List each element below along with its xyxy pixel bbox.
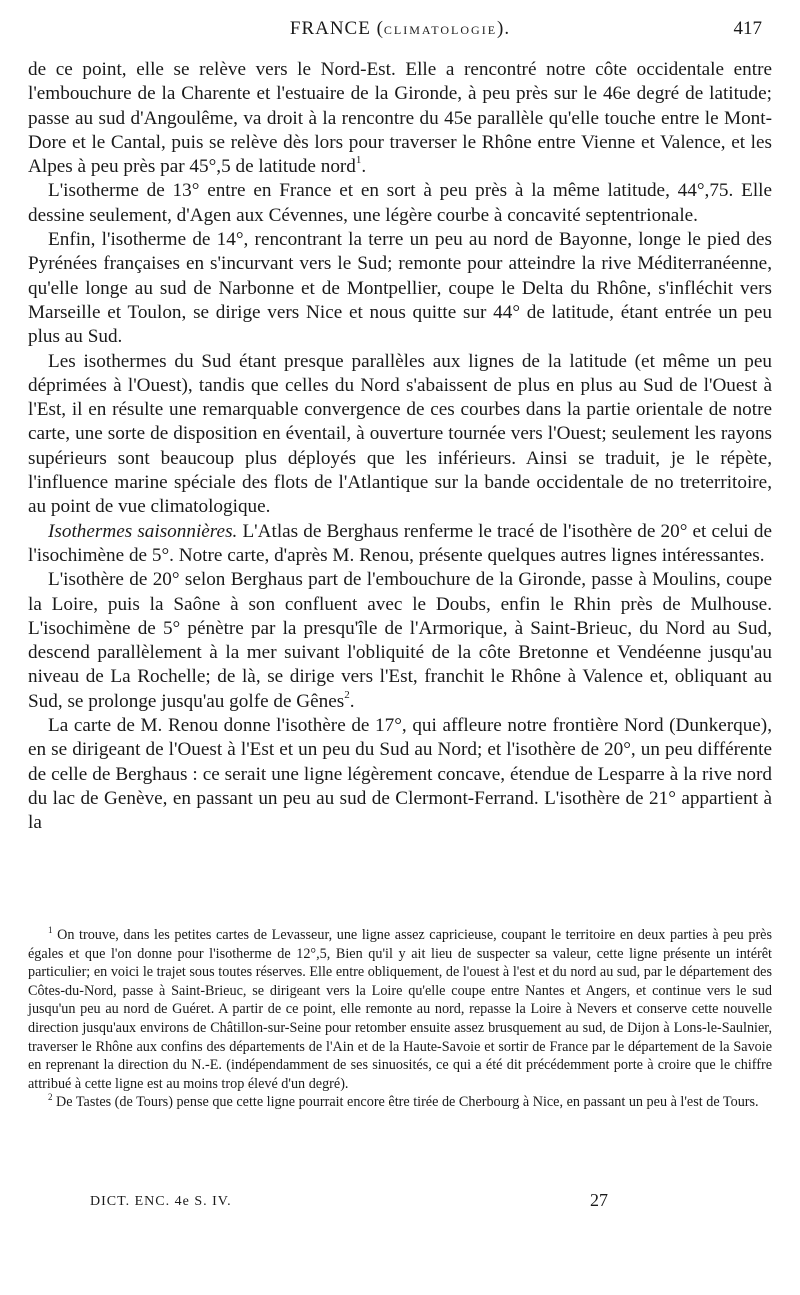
paragraph-3 (28, 228, 772, 349)
footnote-ref: 1 (355, 154, 362, 167)
title-main: FRANCE ( (289, 18, 384, 39)
footnote-1 (28, 926, 772, 1093)
paragraph-text: La carte de M. Renou donne l'isothère de 17°, qui affleure notre frontière Nord (Dunkerque), en se dirigeant de l'Ouest à l'Est et un peu du Sud au Nord; et l'isothère de 20°, un peu différente de celle de Berghaus : ce serait une ligne légèrement concave, étendue de Lesparre à la rive nord du lac de Genève, en passant un peu au sud de Clermont-Ferrand. L'isothère de 21° appartient à la (28, 715, 772, 834)
footnote-mark: 2 (48, 1092, 53, 1103)
footnote-mark: 1 (48, 925, 53, 935)
footnote-text: On trouve, dans les petites cartes de Levasseur, une ligne assez capricieuse, coupant le territoire en deux parties à peu près égales et que l'on donne pour l'isotherme de 12°,5, Bien qu'il y ait lieu de suspecter sa valeur, cette ligne présente un intérêt particulier; en voici le trajet sous toutes réserves. Elle entre obliquement, de l'ouest à l'est et du nord au sud, par le département des Côtes-du-Nord, passe à Saint-Brieuc, se dirigeant vers la Loire qu'elle coupe entre Nantes et Angers, et continue vers le sud jusqu'un peu au nord de Guéret. A partir de ce point, elle remonte au nord, repasse la Loire à Nevers et conserve cette nouvelle direction jusqu'aux environs de Châtillon-sur-Seine pour retomber ensuite assez brusquement au sud, de Dijon à Lons-le-Saulnier, traverser le Rhône aux confins des départements de l'Ain et de la Haute-Savoie et sortir de France par le département de la Savoie en reprenant la direction du N.-E. (indépendamment de ses sinuosités, ce qui a été dit précédemment porte à croire que le chiffre attribué à cette ligne est au moins trop élevé d'un degré). (28, 927, 772, 1092)
footnote-2 (28, 1093, 772, 1112)
paragraph-4 (28, 350, 772, 520)
footnote-text: De Tastes (de Tours) pense que cette ligne pourrait encore être tirée de Cherbourg à Nice, en passant un peu à l'est de Tours. (52, 1094, 759, 1111)
paragraph-text: Les isothermes du Sud étant presque parallèles aux lignes de la latitude (et même un peu déprimées à l'Ouest), tandis que celles du Nord s'abaissent de plus en plus au Sud de l'Ouest à l'Est, il en résulte une remarquable convergence de ces courbes dans la partie orientale de notre carte, une sorte de disposition en éventail, à ouverture tournée vers l'Ouest; seulement les rayons supérieurs sont beaucoup plus déployés que les inférieurs. Ainsi se traduit, je le répète, l'influence marine spéciale des flots de l'Atlantique sur la bande occidentale de no treterritoire, au point de vue climatologique. (28, 350, 772, 518)
footnote-ref: 2 (344, 688, 350, 701)
paragraph-5 (28, 520, 772, 569)
section-heading: Isothermes saisonnières. (48, 520, 238, 542)
paragraph-text: Enfin, l'isotherme de 14°, rencontrant la terre un peu au nord de Bayonne, longe le pied des Pyrénées françaises en s'incurvant vers le Sud; remonte pour atteindre la rive Méditerranéenne, qu'elle longe au sud de Narbonne et de Montpellier, coupe le Delta du Rhône, s'infléchit vers Marseille et Toulon, se dirige vers Nice et nous quitte sur 44° de latitude, étant entrée un peu plus au Sud. (28, 229, 772, 348)
running-header (28, 18, 772, 48)
paragraph-6 (28, 568, 772, 714)
signature-mark: DICT. ENC. 4e S. IV. (90, 1194, 232, 1209)
paragraph-1 (28, 58, 772, 179)
running-title (28, 18, 772, 40)
paragraph-2 (28, 179, 772, 228)
body-text (28, 58, 772, 836)
page-number: 417 (733, 18, 762, 39)
title-smallcaps: CLIMATOLOGIE (383, 23, 498, 37)
page-footer (28, 1190, 772, 1216)
paragraph-end: . (361, 156, 367, 178)
paragraph-text: L'isotherme de 13° entre en France et en sort à peu près à la même latitude, 44°,75. Elle dessine seulement, d'Agen aux Cévennes, une légère courbe à concavité septentrionale. (28, 180, 772, 226)
signature-number: 27 (590, 1190, 608, 1210)
paragraph-7 (28, 714, 772, 835)
footnotes (28, 926, 772, 1112)
paragraph-end: . (349, 690, 355, 712)
paragraph-text: L'Atlas de Berghaus renferme le tracé de l'isothère de 20° et celui de l'isochimène de 5°. Notre carte, d'après M. Renou, présente quelques autres lignes intéressantes. (28, 520, 772, 566)
paragraph-text: de ce point, elle se relève vers le Nord-Est. Elle a rencontré notre côte occidentale entre l'embouchure de la Charente et l'estuaire de la Gironde, à peu près sur le 46e degré de latitude; passe au sud d'Angoulême, va droit à la rencontre du 45e parallèle qu'elle touche entre le Mont-Dore et le Cantal, puis se relève dès lors pour traverser le Rhône entre Vienne et Valence, et les Alpes à peu près par 45°,5 de latitude nord (28, 59, 772, 178)
paragraph-text: L'isothère de 20° selon Berghaus part de l'embouchure de la Gironde, passe à Moulins, coupe la Loire, puis la Saône à son confluent avec le Doubs, enfin le Rhin près de Mulhouse. L'isochimène de 5° pénètre par la presqu'île de l'Armorique, à Saint-Brieuc, du Nord au Sud, descend parallèlement à la mer suivant l'obliquité de la côte Bretonne et Vendéenne jusqu'au niveau de La Rochelle; de là, se dirige vers l'Est, franchit le Rhône à Valence et, obliquant au Sud, se prolonge jusqu'au golfe de Gênes (28, 569, 772, 712)
title-end: ). (497, 18, 511, 39)
